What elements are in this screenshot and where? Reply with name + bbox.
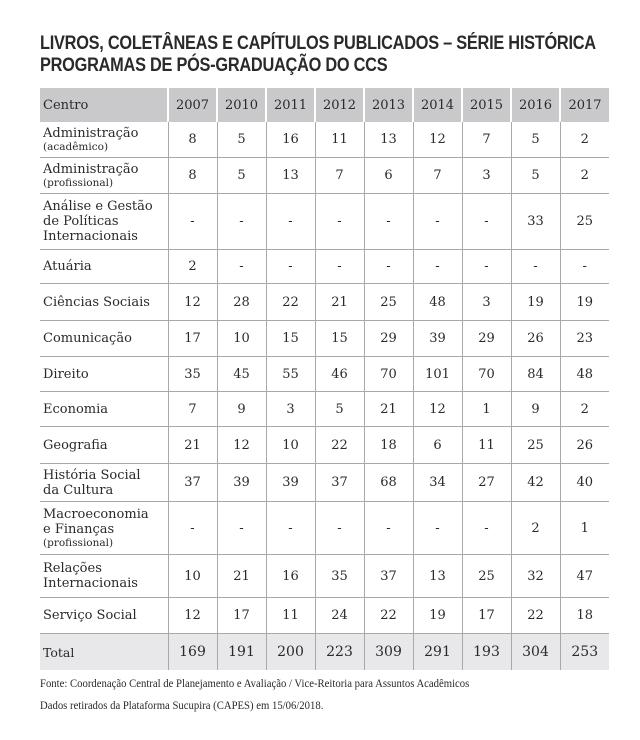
cell-value: 16 <box>266 555 315 598</box>
title-line-1: LIVROS, COLETÂNEAS E CAPÍTULOS PUBLICADOS – SÉRIE HISTÓRICA <box>40 33 596 54</box>
cell-value: - <box>511 250 560 284</box>
row-centro <box>40 158 168 194</box>
cell-value: 1 <box>462 392 511 427</box>
cell-value: 13 <box>266 158 315 194</box>
cell-value: 9 <box>511 392 560 427</box>
header-year: 2014 <box>413 88 462 122</box>
cell-value: 37 <box>168 464 217 502</box>
table-header-row <box>40 88 609 122</box>
cell-value: 33 <box>511 194 560 250</box>
cell-value: 84 <box>511 357 560 392</box>
cell-value: 5 <box>511 122 560 158</box>
cell-value: 70 <box>364 357 413 392</box>
centro-name-line: Relações <box>43 561 102 576</box>
centro-name-line: Macroeconomia <box>43 506 149 522</box>
footer <box>40 673 469 717</box>
total-label: Total <box>40 634 168 671</box>
cell-value: 37 <box>364 555 413 598</box>
cell-value: 3 <box>462 158 511 194</box>
cell-value: 45 <box>217 357 266 392</box>
cell-value: 101 <box>413 357 462 392</box>
cell-value: 2 <box>511 502 560 555</box>
cell-value: - <box>217 250 266 284</box>
centro-name-line: Internacionais <box>43 229 138 244</box>
cell-value: 70 <box>462 357 511 392</box>
cell-value: 42 <box>511 464 560 502</box>
row-centro <box>40 392 168 427</box>
centro-name-line: Serviço Social <box>43 608 137 623</box>
row-centro <box>40 598 168 634</box>
cell-value: 7 <box>168 392 217 427</box>
cell-value: 9 <box>217 392 266 427</box>
header-year: 2010 <box>217 88 266 122</box>
cell-value: 11 <box>266 598 315 634</box>
cell-value: 26 <box>511 321 560 357</box>
cell-value: 19 <box>560 284 609 321</box>
centro-name-line: e Finanças <box>43 521 115 537</box>
cell-value: 6 <box>364 158 413 194</box>
cell-value: - <box>413 250 462 284</box>
row-centro <box>40 555 168 598</box>
cell-value: 18 <box>560 598 609 634</box>
cell-value: - <box>560 250 609 284</box>
cell-value: - <box>364 502 413 555</box>
cell-value: 37 <box>315 464 364 502</box>
cell-value: - <box>315 250 364 284</box>
row-centro <box>40 122 168 158</box>
centro-name-line: da Cultura <box>43 482 114 498</box>
total-value: 169 <box>168 634 217 671</box>
cell-value: 7 <box>413 158 462 194</box>
cell-value: 3 <box>266 392 315 427</box>
table-row <box>40 502 609 555</box>
row-centro <box>40 464 168 502</box>
cell-value: 12 <box>413 392 462 427</box>
header-year: 2015 <box>462 88 511 122</box>
centro-name-line: de Políticas <box>43 214 119 229</box>
cell-value: 40 <box>560 464 609 502</box>
footer-note: Dados retirados da Plataforma Sucupira (CAPES) em 15/06/2018. <box>40 700 324 712</box>
cell-value: 2 <box>168 250 217 284</box>
cell-value: - <box>413 194 462 250</box>
cell-value: 18 <box>364 427 413 464</box>
table-row <box>40 555 609 598</box>
cell-value: - <box>315 502 364 555</box>
centro-name-line: Direito <box>43 366 89 382</box>
title-line-2: PROGRAMAS DE PÓS-GRADUAÇÃO DO CCS <box>40 55 388 76</box>
centro-subtitle: (profissional) <box>43 176 114 189</box>
cell-value: 19 <box>511 284 560 321</box>
cell-value: 16 <box>266 122 315 158</box>
row-centro <box>40 250 168 284</box>
centro-name-line: Ciências Sociais <box>43 294 150 310</box>
cell-value: 2 <box>560 158 609 194</box>
table-row <box>40 250 609 284</box>
cell-value: 12 <box>413 122 462 158</box>
total-value: 193 <box>462 634 511 671</box>
cell-value: 6 <box>413 427 462 464</box>
total-value: 200 <box>266 634 315 671</box>
centro-name-line: Atuária <box>43 259 92 274</box>
cell-value: - <box>462 502 511 555</box>
page-title <box>40 33 596 77</box>
cell-value: - <box>364 250 413 284</box>
cell-value: 29 <box>364 321 413 357</box>
centro-name-line: Análise e Gestão <box>43 199 153 214</box>
cell-value: 24 <box>315 598 364 634</box>
cell-value: 13 <box>364 122 413 158</box>
cell-value: - <box>413 502 462 555</box>
footer-source: Fonte: Coordenação Central de Planejamento e Avaliação / Vice-Reitoria para Assuntos Acadêmicos <box>40 678 470 690</box>
cell-value: 19 <box>413 598 462 634</box>
cell-value: 5 <box>217 122 266 158</box>
row-centro <box>40 194 168 250</box>
total-value: 291 <box>413 634 462 671</box>
table-row <box>40 321 609 357</box>
table-row <box>40 158 609 194</box>
cell-value: 34 <box>413 464 462 502</box>
cell-value: 17 <box>217 598 266 634</box>
cell-value: 10 <box>217 321 266 357</box>
cell-value: - <box>462 250 511 284</box>
row-centro <box>40 427 168 464</box>
total-row <box>40 634 609 671</box>
cell-value: 7 <box>315 158 364 194</box>
table-row <box>40 357 609 392</box>
cell-value: 25 <box>560 194 609 250</box>
cell-value: 35 <box>168 357 217 392</box>
cell-value: 13 <box>413 555 462 598</box>
header-year: 2017 <box>560 88 609 122</box>
centro-name-line: Comunicação <box>43 331 132 346</box>
table-row <box>40 392 609 427</box>
cell-value: 46 <box>315 357 364 392</box>
row-centro <box>40 321 168 357</box>
publications-table <box>40 88 609 670</box>
cell-value: 2 <box>560 122 609 158</box>
centro-subtitle: (profissional) <box>43 536 114 549</box>
total-value: 309 <box>364 634 413 671</box>
header-year: 2007 <box>168 88 217 122</box>
cell-value: 29 <box>462 321 511 357</box>
centro-name-line: Geografia <box>43 437 108 453</box>
cell-value: 5 <box>315 392 364 427</box>
cell-value: 21 <box>217 555 266 598</box>
cell-value: 47 <box>560 555 609 598</box>
cell-value: 12 <box>217 427 266 464</box>
cell-value: 8 <box>168 122 217 158</box>
total-value: 253 <box>560 634 609 671</box>
cell-value: 39 <box>266 464 315 502</box>
cell-value: - <box>462 194 511 250</box>
cell-value: 15 <box>315 321 364 357</box>
cell-value: - <box>266 194 315 250</box>
cell-value: - <box>266 250 315 284</box>
cell-value: 25 <box>462 555 511 598</box>
cell-value: 32 <box>511 555 560 598</box>
cell-value: - <box>168 502 217 555</box>
cell-value: 39 <box>413 321 462 357</box>
cell-value: 22 <box>315 427 364 464</box>
cell-value: 26 <box>560 427 609 464</box>
cell-value: 55 <box>266 357 315 392</box>
cell-value: 7 <box>462 122 511 158</box>
cell-value: 15 <box>266 321 315 357</box>
cell-value: 21 <box>364 392 413 427</box>
centro-name-line: Economia <box>43 401 109 417</box>
header-year: 2012 <box>315 88 364 122</box>
centro-name-line: Internacionais <box>43 576 138 591</box>
cell-value: 48 <box>413 284 462 321</box>
cell-value: 2 <box>560 392 609 427</box>
cell-value: 11 <box>462 427 511 464</box>
centro-subtitle: (acadêmico) <box>43 140 109 153</box>
cell-value: 17 <box>168 321 217 357</box>
cell-value: 8 <box>168 158 217 194</box>
cell-value: 11 <box>315 122 364 158</box>
cell-value: 17 <box>462 598 511 634</box>
table-row <box>40 464 609 502</box>
cell-value: 23 <box>560 321 609 357</box>
cell-value: 21 <box>315 284 364 321</box>
cell-value: 22 <box>364 598 413 634</box>
cell-value: 12 <box>168 598 217 634</box>
cell-value: 22 <box>511 598 560 634</box>
cell-value: 5 <box>217 158 266 194</box>
header-year: 2011 <box>266 88 315 122</box>
cell-value: 1 <box>560 502 609 555</box>
header-year: 2013 <box>364 88 413 122</box>
cell-value: - <box>364 194 413 250</box>
cell-value: 35 <box>315 555 364 598</box>
cell-value: 12 <box>168 284 217 321</box>
cell-value: 39 <box>217 464 266 502</box>
cell-value: 22 <box>266 284 315 321</box>
table-row <box>40 284 609 321</box>
row-centro <box>40 284 168 321</box>
centro-name-line: Administração <box>43 125 139 141</box>
centro-name-line: História Social <box>43 467 141 483</box>
cell-value: - <box>217 194 266 250</box>
cell-value: 3 <box>462 284 511 321</box>
cell-value: 68 <box>364 464 413 502</box>
cell-value: - <box>168 194 217 250</box>
cell-value: 10 <box>168 555 217 598</box>
cell-value: - <box>315 194 364 250</box>
table-row <box>40 598 609 634</box>
table-row <box>40 194 609 250</box>
table-row <box>40 427 609 464</box>
centro-name-line: Administração <box>43 161 139 177</box>
cell-value: 5 <box>511 158 560 194</box>
cell-value: 27 <box>462 464 511 502</box>
total-value: 223 <box>315 634 364 671</box>
total-value: 191 <box>217 634 266 671</box>
cell-value: - <box>266 502 315 555</box>
cell-value: 10 <box>266 427 315 464</box>
cell-value: 48 <box>560 357 609 392</box>
header-year: 2016 <box>511 88 560 122</box>
header-centro: Centro <box>40 88 168 122</box>
cell-value: 25 <box>364 284 413 321</box>
table-row <box>40 122 609 158</box>
cell-value: - <box>217 502 266 555</box>
cell-value: 21 <box>168 427 217 464</box>
total-value: 304 <box>511 634 560 671</box>
row-centro <box>40 357 168 392</box>
cell-value: 28 <box>217 284 266 321</box>
row-centro <box>40 502 168 555</box>
cell-value: 25 <box>511 427 560 464</box>
